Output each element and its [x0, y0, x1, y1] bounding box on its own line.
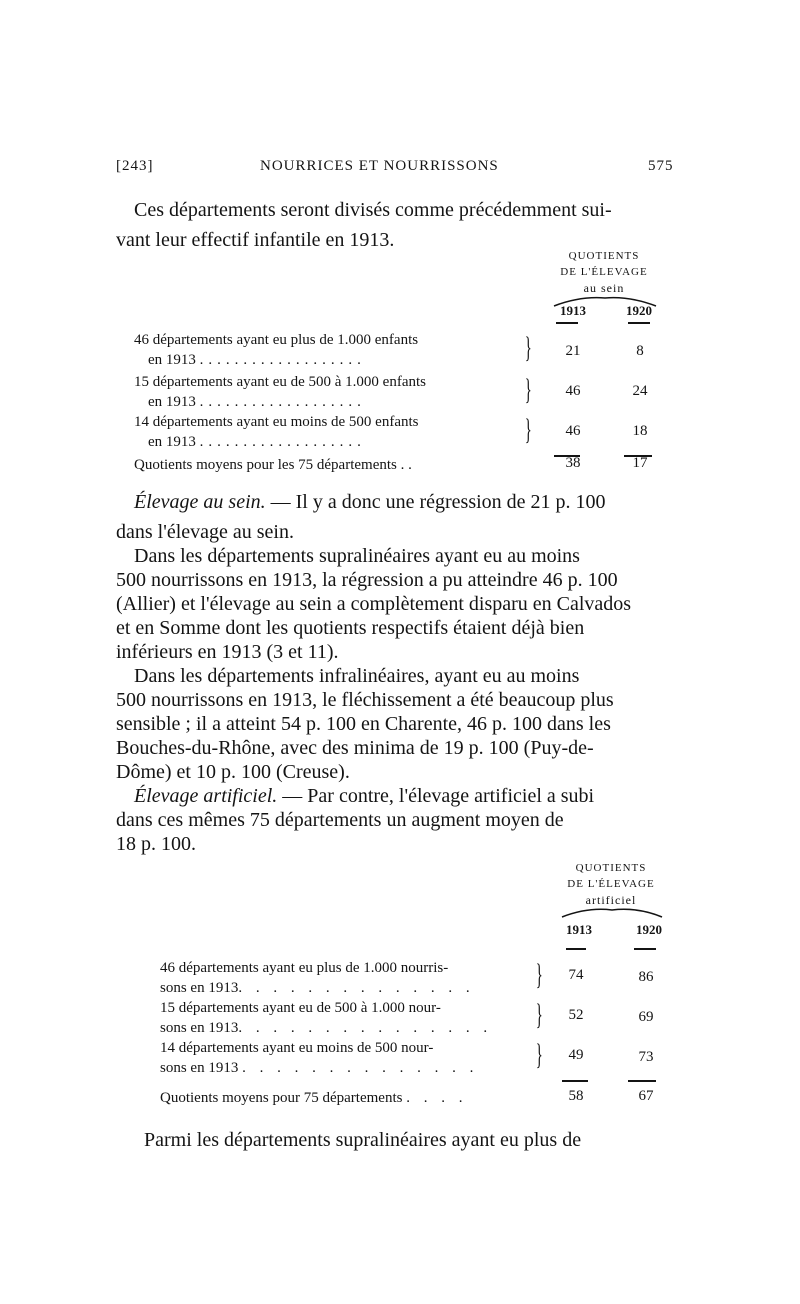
table2-sum-rule-1913	[562, 1080, 588, 1082]
paragraph-4-line-3: 18 p. 100.	[116, 833, 196, 855]
paragraph-4-line-2: dans ces mêmes 75 départements un augment moyen de	[116, 809, 564, 831]
table2-total-1913: 58	[568, 1088, 584, 1104]
paragraph-2-line-4: et en Somme dont les quotients respectifs étaient déjà bien	[116, 617, 585, 639]
table1-year-1920: 1920	[626, 303, 652, 318]
table1-total-1920: 17	[632, 455, 648, 471]
table1-head-line-1: QUOTIENTS	[568, 250, 640, 262]
paragraph-2-line-3: (Allier) et l'élevage au sein a complètement disparu en Calvados	[116, 593, 632, 615]
table1-year-1913: 1913	[560, 303, 586, 318]
table1-row-1-line-1: 46 départements ayant eu plus de 1.000 enfants	[134, 332, 419, 348]
table2-head-line-2: DE L'ÉLEVAGE	[567, 878, 655, 890]
table1-head-line-3: au sein	[583, 281, 625, 295]
paragraph-3-line-5: Dôme) et 10 p. 100 (Creuse).	[116, 761, 350, 783]
paragraph-2-line-1: Dans les départements supralinéaires ayant eu au moins	[134, 545, 580, 567]
page-reference: [243]	[116, 158, 154, 174]
paragraph-4-line-1-rest: — Par contre, l'élevage artificiel a subi	[277, 785, 595, 807]
paragraph-1-line-1	[134, 487, 606, 517]
paragraph-1-line-2: dans l'élevage au sein.	[116, 521, 294, 543]
table2-row-1-line-2: sons en 1913. . . . . . . . . . . . . .	[160, 980, 475, 996]
table2-column-heading	[555, 860, 667, 908]
table2-row-3-1913: 49	[568, 1047, 584, 1063]
intro-line-1: Ces départements seront divisés comme précédemment sui-	[134, 199, 612, 221]
table2-header-brace	[560, 905, 664, 919]
paragraph-3-line-3: sensible ; il a atteint 54 p. 100 en Charente, 46 p. 100 dans les	[116, 713, 611, 735]
closing-line: Parmi les départements supralinéaires ayant eu plus de	[144, 1129, 582, 1151]
table2-row-3-brace: }	[535, 1038, 543, 1071]
table1-dash-1913	[556, 322, 578, 324]
table2-head-line-3: artificiel	[585, 893, 637, 907]
table1-head-line-2: DE L'ÉLEVAGE	[560, 266, 648, 278]
table2-row-2-line-2: sons en 1913. . . . . . . . . . . . . . .	[160, 1020, 493, 1036]
table2-row-2-line-1: 15 départements ayant eu de 500 à 1.000 nour-	[160, 1000, 441, 1016]
section-heading-elevage-au-sein: Élevage au sein.	[134, 491, 266, 513]
table1-total-row: Quotients moyens pour les 75 départements . .	[134, 457, 412, 473]
table1-row-2-1920: 24	[632, 383, 648, 399]
table2-row-1-line-1: 46 départements ayant eu plus de 1.000 nourris-	[160, 960, 449, 976]
table1-row-2-line-2: en 1913 ...................	[148, 394, 366, 410]
table2-row-2-1920: 69	[638, 1009, 654, 1025]
table1-row-3-label: en 1913	[148, 434, 196, 450]
table1-row-1-brace: }	[524, 331, 532, 364]
table2-total-row: Quotients moyens pour 75 départements . . . .	[160, 1090, 468, 1106]
section-heading-elevage-artificiel: Élevage artificiel.	[134, 785, 278, 807]
table2-row-3-line-2: sons en 1913 . . . . . . . . . . . . . .	[160, 1060, 479, 1076]
paragraph-3-line-1: Dans les départements infralinéaires, ayant eu au moins	[134, 665, 580, 687]
paragraph-2-line-5: inférieurs en 1913 (3 et 11).	[116, 641, 339, 663]
table1-total-1913: 38	[565, 455, 581, 471]
table2-head-line-1: QUOTIENTS	[575, 862, 647, 874]
table1-row-3-1913: 46	[565, 423, 581, 439]
table2-total-1920: 67	[638, 1088, 654, 1104]
table2-row-2-1913: 52	[568, 1007, 584, 1023]
table2-row-2-brace: }	[535, 998, 543, 1031]
table1-row-3-1920: 18	[632, 423, 648, 439]
table2-sum-rule-1920	[628, 1080, 656, 1082]
paragraph-2-line-2: 500 nourrissons en 1913, la régression a pu atteindre 46 p. 100	[116, 569, 618, 591]
table2-row-1-brace: }	[535, 958, 543, 991]
intro-line-2: vant leur effectif infantile en 1913.	[116, 229, 395, 251]
table1-total-label: Quotients moyens pour les 75 départements	[134, 457, 397, 473]
table2-year-1920: 1920	[636, 922, 662, 937]
table1-row-1-1920: 8	[636, 343, 644, 359]
paragraph-3-line-2: 500 nourrissons en 1913, le fléchissement a été beaucoup plus	[116, 689, 614, 711]
table2-row-2-label: sons en 1913	[160, 1020, 239, 1036]
table2-row-3-1920: 73	[638, 1049, 654, 1065]
table2-dash-1920	[634, 948, 656, 950]
table2-row-1-1913: 74	[568, 967, 584, 983]
table2-row-1-label: sons en 1913	[160, 980, 239, 996]
table1-row-1-label: en 1913	[148, 352, 196, 368]
table1-row-1-line-2: en 1913 ...................	[148, 352, 366, 368]
table2-dash-1913	[566, 948, 586, 950]
table1-row-2-1913: 46	[565, 383, 581, 399]
page-number: 575	[648, 158, 674, 174]
table1-dash-1920	[628, 322, 650, 324]
table1-row-3-brace: }	[524, 413, 532, 446]
table2-row-3-label: sons en 1913	[160, 1060, 239, 1076]
table2-row-3-line-1: 14 départements ayant eu moins de 500 nour-	[160, 1040, 434, 1056]
table1-row-2-line-1: 15 départements ayant eu de 500 à 1.000 enfants	[134, 374, 426, 390]
running-title: NOURRICES ET NOURRISSONS	[260, 158, 499, 174]
table1-row-2-brace: }	[524, 373, 532, 406]
paragraph-1-line-1-rest: — Il y a donc une régression de 21 p. 100	[265, 491, 606, 513]
table2-row-1-1920: 86	[638, 969, 654, 985]
table1-row-2-label: en 1913	[148, 394, 196, 410]
table1-row-3-line-2: en 1913 ...................	[148, 434, 366, 450]
table2-total-label: Quotients moyens pour 75 départements	[160, 1090, 403, 1106]
table1-row-3-line-1: 14 départements ayant eu moins de 500 enfants	[134, 414, 419, 430]
table2-year-1913: 1913	[566, 922, 592, 937]
table1-column-heading	[548, 248, 660, 296]
paragraph-3-line-4: Bouches-du-Rhône, avec des minima de 19 p. 100 (Puy-de-	[116, 737, 594, 759]
table1-row-1-1913: 21	[565, 343, 581, 359]
